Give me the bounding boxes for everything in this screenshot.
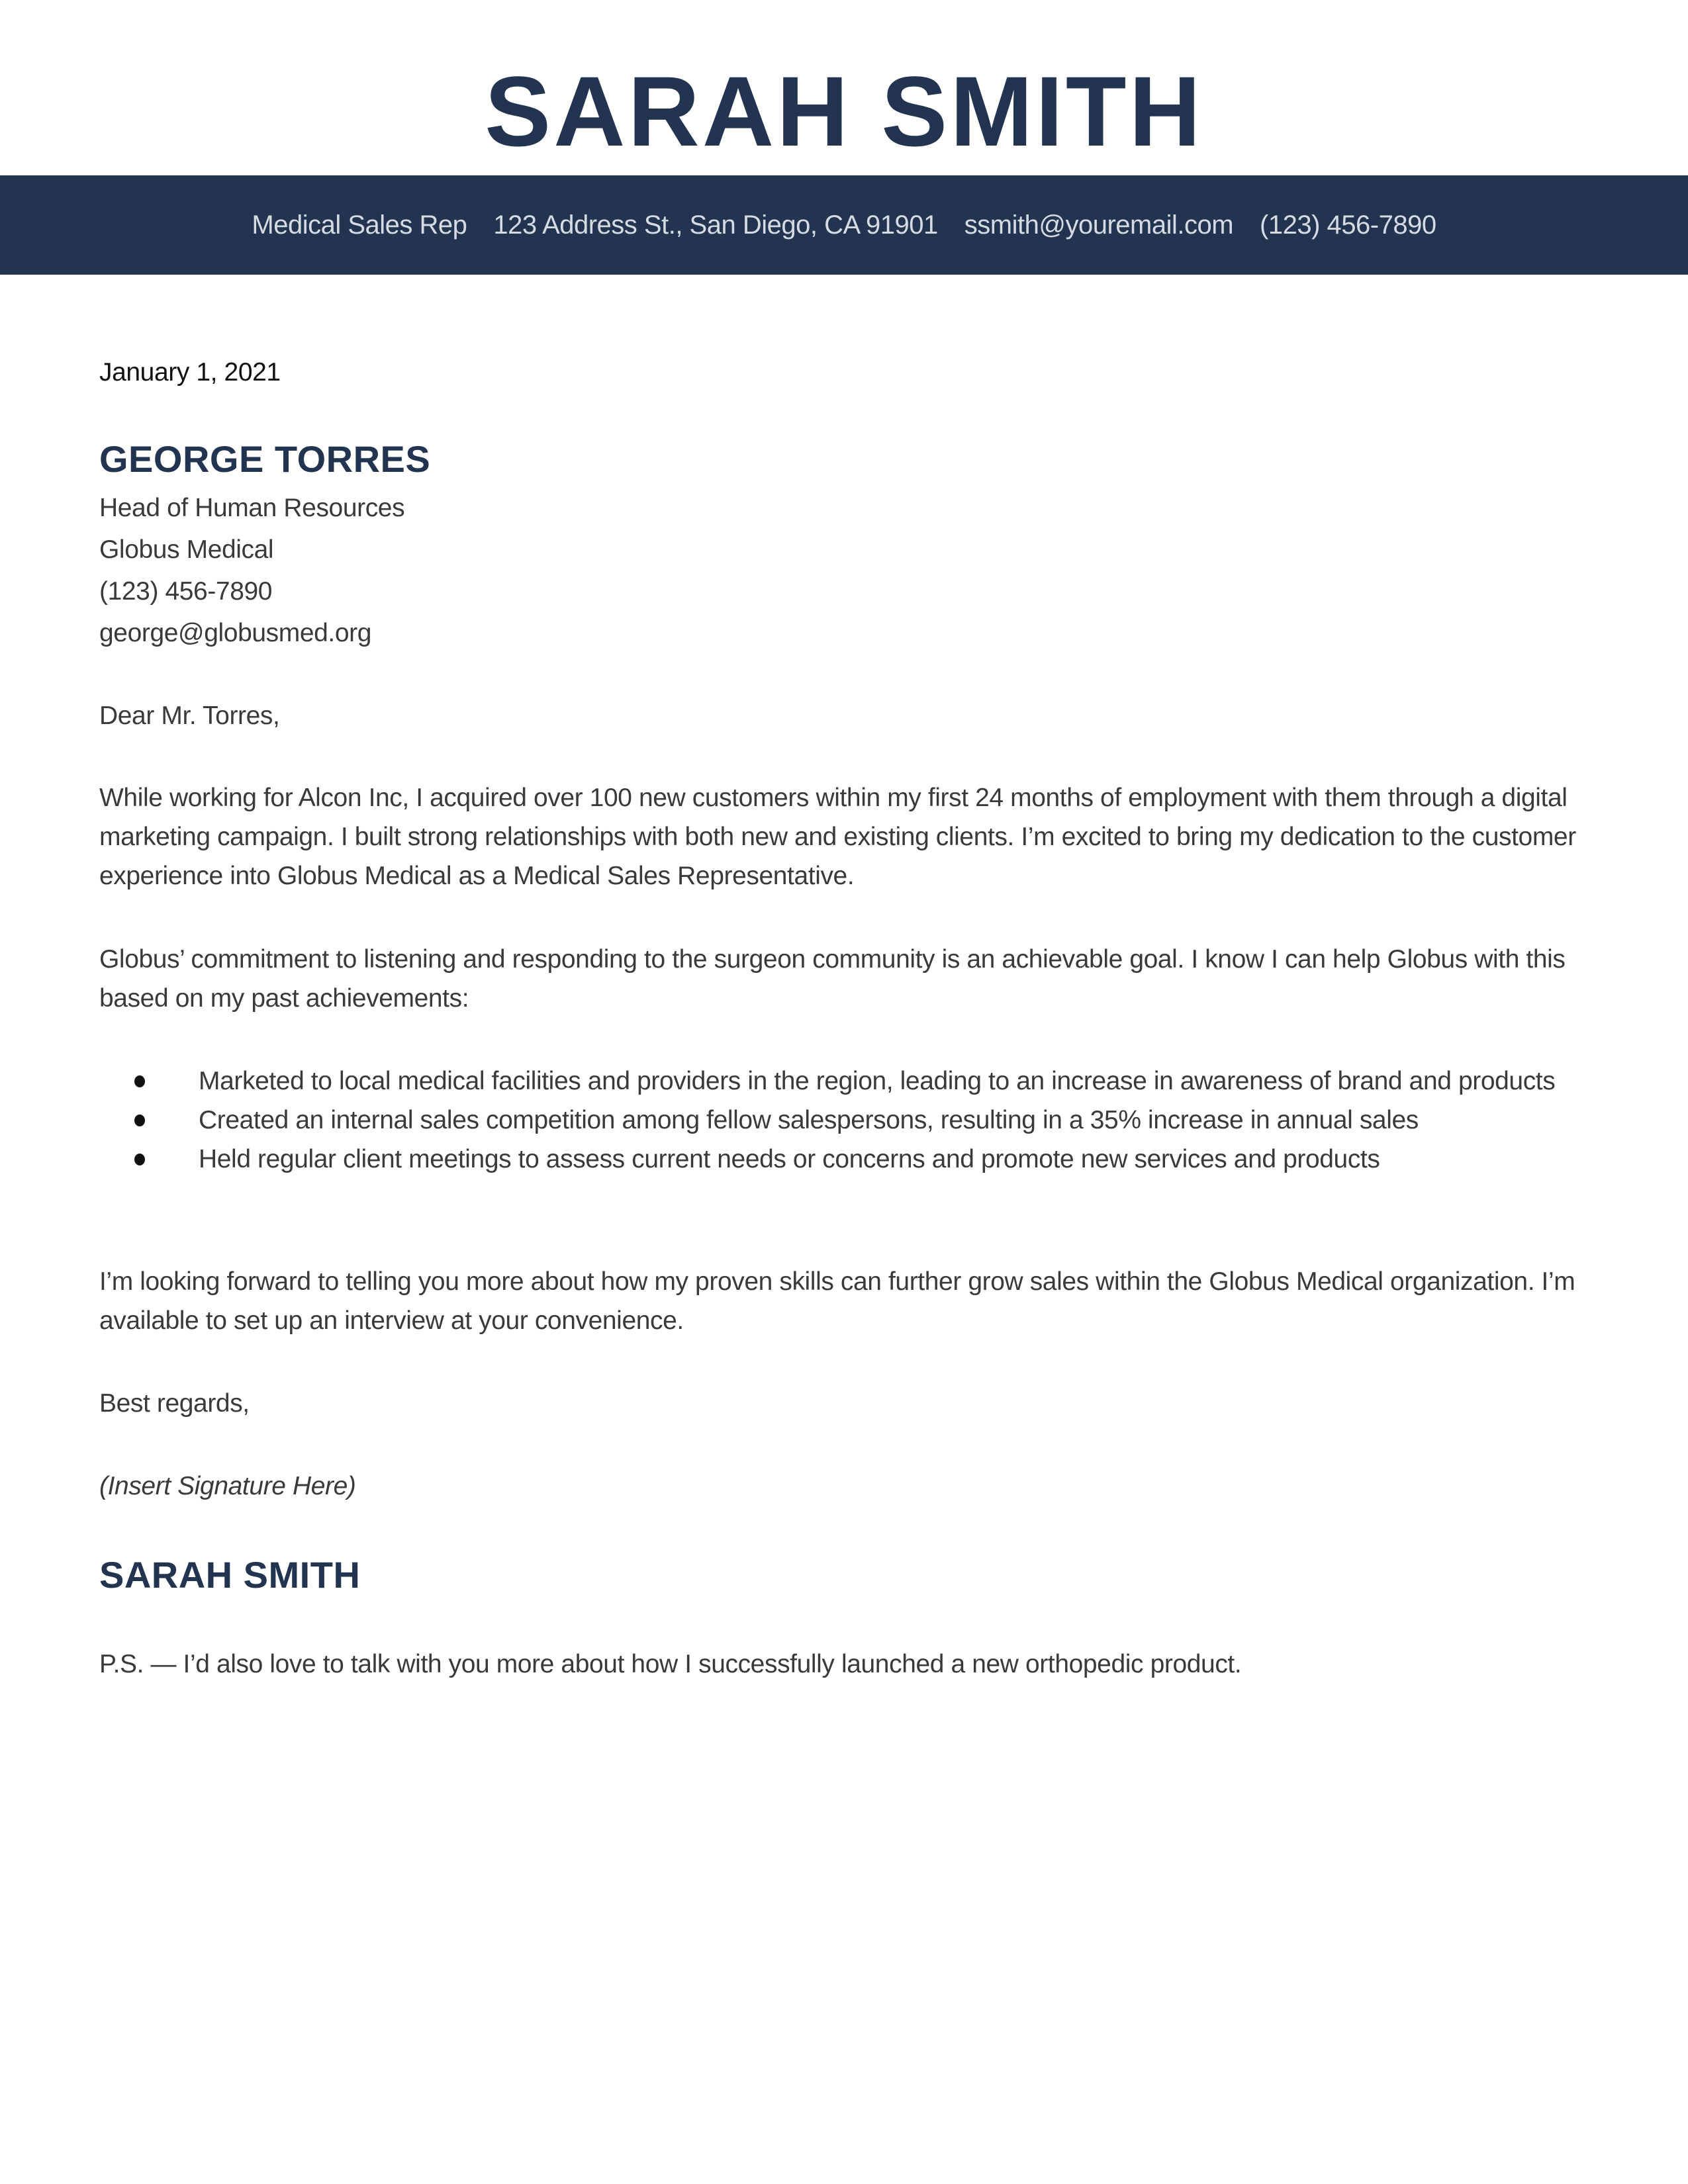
bullet-icon (134, 1075, 145, 1087)
paragraph-2: Globus’ commitment to listening and responding to the surgeon community is an achievable goal. I know I can help Globus with this based on my past achievements: (99, 945, 1566, 1013)
bullet-icon (134, 1154, 145, 1165)
applicant-name-heading: SARAH SMITH (485, 56, 1203, 167)
contact-banner (0, 175, 1688, 275)
recipient-title: Head of Human Resources (99, 494, 405, 522)
recipient-email: george@globusmed.org (99, 619, 372, 647)
list-item (99, 1140, 1602, 1179)
recipient-company: Globus Medical (99, 535, 274, 564)
list-item-text: Created an internal sales competition among fellow salespersons, resulting in a 35% increase in annual sales (199, 1106, 1419, 1134)
sender-name: SARAH SMITH (99, 1554, 361, 1596)
letter-date: January 1, 2021 (99, 358, 281, 387)
achievements-list (99, 1062, 1602, 1179)
salutation: Dear Mr. Torres, (99, 702, 280, 730)
recipient-name: GEORGE TORRES (99, 438, 431, 480)
list-item-text: Marketed to local medical facilities and providers in the region, leading to an increase in awareness of brand and products (199, 1067, 1556, 1095)
job-title: Medical Sales Rep (252, 210, 467, 240)
list-item (99, 1101, 1602, 1140)
address: 123 Address St., San Diego, CA 91901 (493, 210, 938, 240)
recipient-phone: (123) 456-7890 (99, 577, 273, 606)
paragraph-3: I’m looking forward to telling you more about how my proven skills can further grow sales within the Globus Medical organization. I’m available to set up an interview at your convenience. (99, 1267, 1575, 1335)
phone: (123) 456-7890 (1260, 210, 1436, 240)
bullet-icon (134, 1115, 145, 1126)
list-item-text: Held regular client meetings to assess current needs or concerns and promote new services and products (199, 1145, 1380, 1173)
list-item (99, 1062, 1602, 1101)
email: ssmith@youremail.com (964, 210, 1234, 240)
closing: Best regards, (99, 1389, 250, 1418)
paragraph-1: While working for Alcon Inc, I acquired over 100 new customers within my first 24 months of employment with them through a digital marketing campaign. I built strong relationships with both new and existing clients. I’m excited to bring my dedication to the customer experience into Globus Medical as a Medical Sales Representative. (99, 784, 1576, 890)
postscript: P.S. — I’d also love to talk with you more about how I successfully launched a new orthopedic product. (99, 1650, 1242, 1678)
signature-placeholder: (Insert Signature Here) (99, 1472, 356, 1500)
recipient-details (99, 487, 1602, 654)
